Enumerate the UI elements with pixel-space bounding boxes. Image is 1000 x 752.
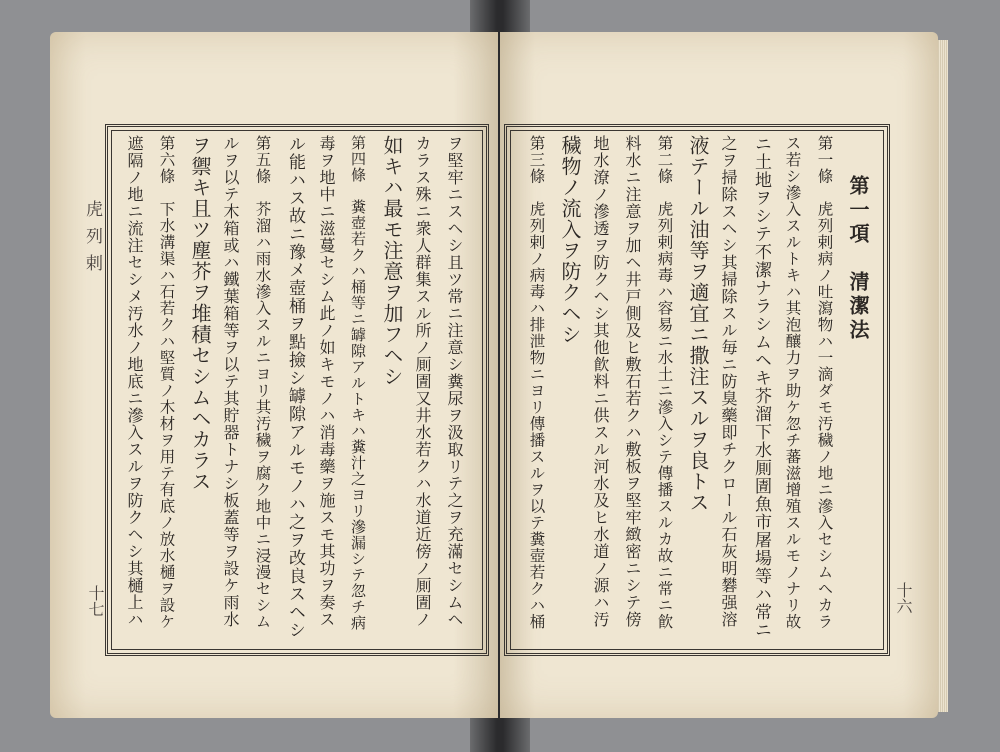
right-column-11: 第三條 虎列剌ノ病毒ハ排泄物ニヨリ傳播スルヲ以テ糞壺若クハ桶 <box>527 135 546 630</box>
right-column-10: 穢物ノ流入ヲ防クヘシ <box>558 135 582 345</box>
left-column-8: ルヲ以テ木箱或ハ鐵葉箱等ヲ以テ其貯器トナシ板蓋等ヲ設ケ雨水 <box>221 135 240 628</box>
left-column-7: 第五條 芥溜ハ雨水滲入スルニヨリ其汚穢ヲ腐ク地中ニ浸漫セシム <box>253 135 272 630</box>
right-column-7: 第二條 虎列剌病毒ハ容易ニ水土ニ滲入シテ傳播スルカ故ニ常ニ飮 <box>655 135 674 630</box>
left-column-4: 第四條 糞壺若クハ桶等ニ罅隙アルトキハ糞汁之ヨリ滲漏シテ忽チ病 <box>349 135 367 631</box>
left-column-5: 毒ヲ地中ニ滋蔓セシム此ノ如キモノハ消毒藥ヲ施スモ其功ヲ奏ス <box>317 135 336 628</box>
right-column-5: 之ヲ掃除スヘシ其掃除スル毎ニ防臭藥即チクロール石灰明礬强溶 <box>719 135 738 628</box>
section-heading: 第一項 清潔法 <box>846 175 870 343</box>
left-page-number: 十七 <box>86 585 105 617</box>
right-column-4: ニ土地ヲシテ不潔ナラシムヘキ芥溜下水厠圊魚市屠場等ハ常ニ <box>751 135 771 639</box>
left-column-6: ル能ハス故ニ豫メ壺桶ヲ點撿シ罅隙アルモノハ之ヲ改良スヘシ <box>285 135 305 639</box>
left-column-3: 如キハ最モ注意ヲ加フヘシ <box>380 135 404 387</box>
right-column-8: 料水ニ注意ヲ加ヘ井戸側及ヒ敷石若クハ敷板ヲ堅牢緻密ニシテ傍 <box>623 135 642 628</box>
right-column-3: ス若シ滲入スルトキハ其泡釀力ヲ助ケ忽チ蕃滋增殖スルモノナリ故 <box>783 135 802 630</box>
left-column-11: 遮隔ノ地ニ流注セシメ汚水ノ地底ニ滲入スルヲ防クヘシ其樋上ハ <box>125 135 144 628</box>
right-column-2: 第一條 虎列剌病ノ吐瀉物ハ一滴ダモ汚穢ノ地ニ滲入セシムヘカラ <box>815 135 834 630</box>
left-column-1: ヲ堅牢ニスヘシ且ツ常ニ注意シ糞尿ヲ汲取リテ之ヲ充滿セシムヘ <box>445 135 464 628</box>
left-column-10: 第六條 下水溝渠ハ石若クハ堅質ノ木材ヲ用テ有底ノ放水樋ヲ設ケ <box>157 135 176 630</box>
right-column-6: 液テール油等ヲ適宜ニ撒注スルヲ良トス <box>686 135 710 513</box>
left-column-2: カラス殊ニ衆人群集スル所ノ厠圊又井水若クハ水道近傍ノ厠圊ノ <box>413 135 432 628</box>
right-page-number: 十六 <box>894 582 913 614</box>
left-column-9: ヲ禦キ且ツ塵芥ヲ堆積セシムヘカラス <box>188 135 212 492</box>
page-edges <box>938 40 948 712</box>
running-title: 虎列剌 <box>82 200 102 281</box>
right-column-9: 地水潦ノ滲透ヲ防クヘシ其他飮料ニ供スル河水及ヒ水道ノ源ハ汚 <box>591 135 610 628</box>
